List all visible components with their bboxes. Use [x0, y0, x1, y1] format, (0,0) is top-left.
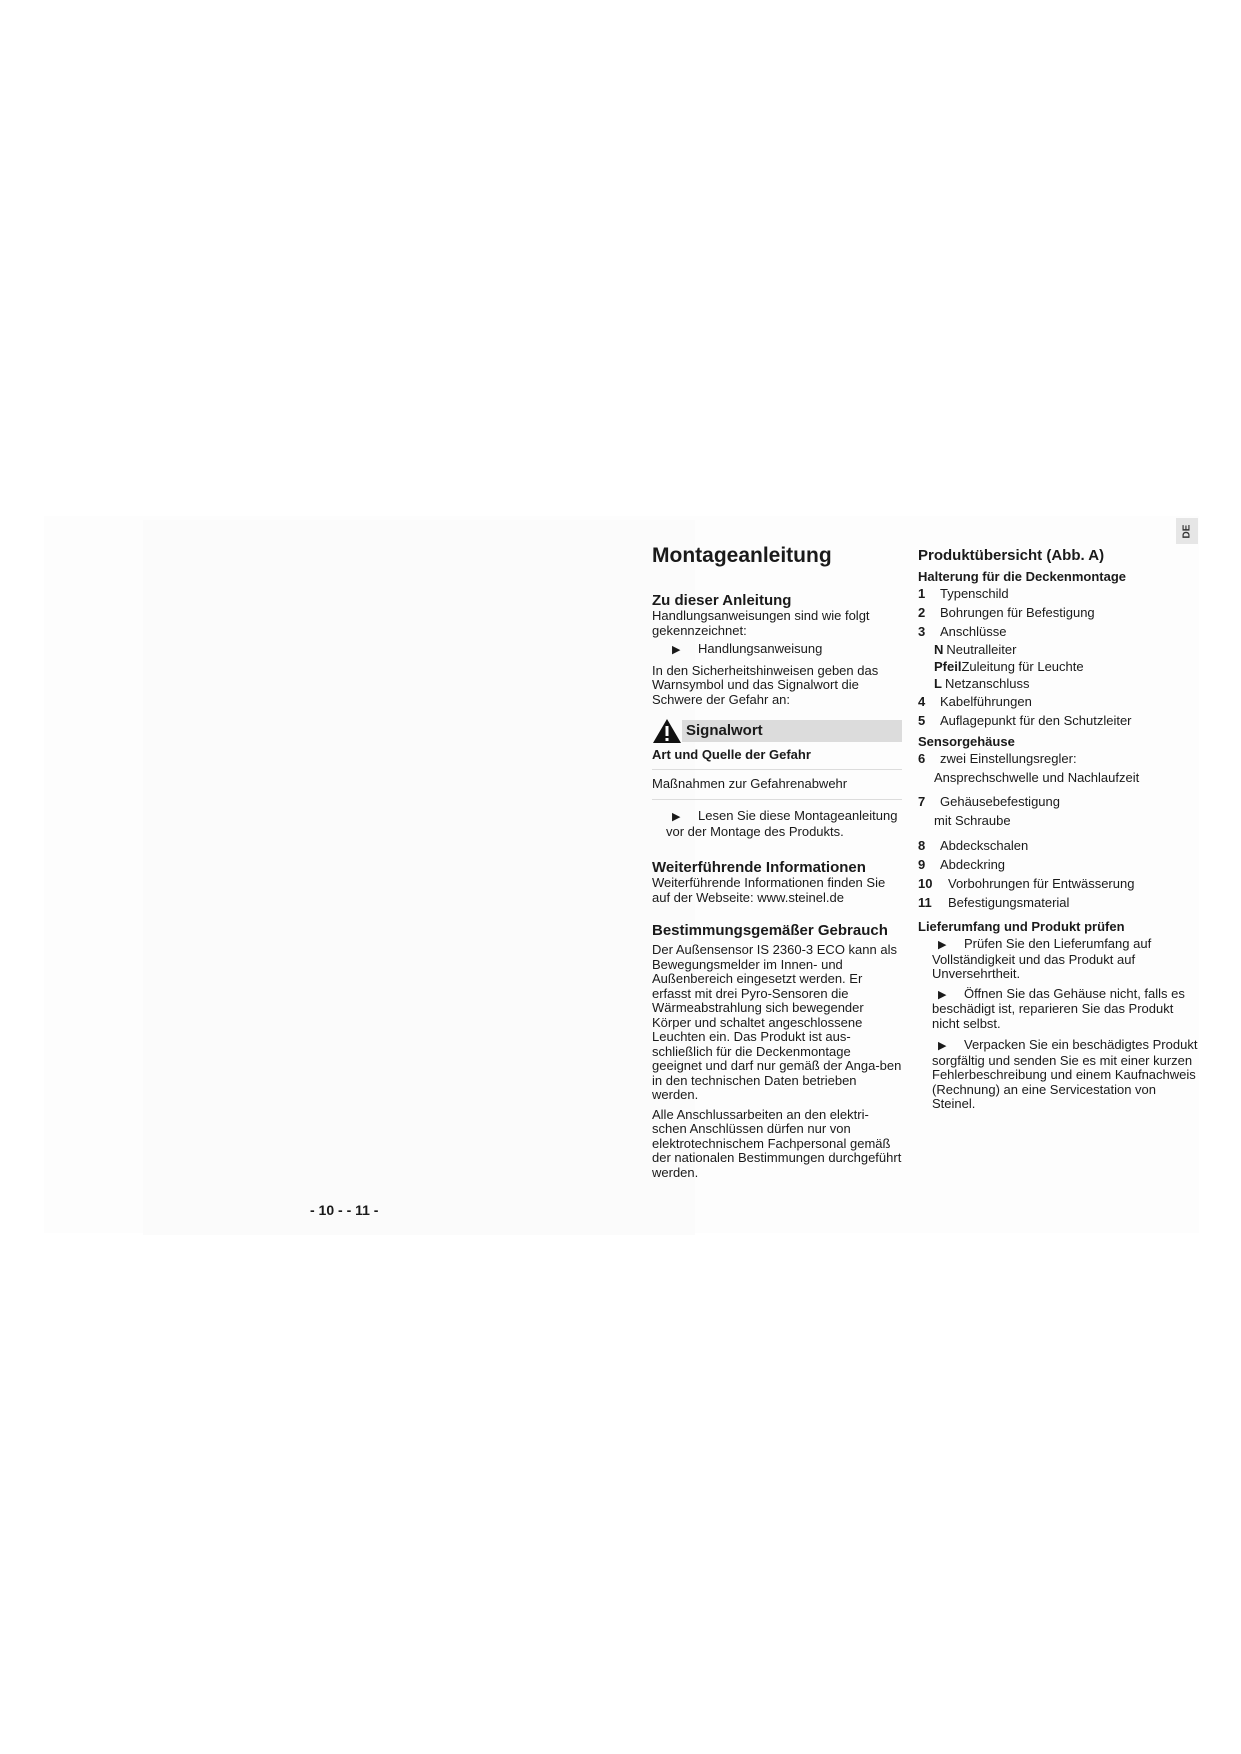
- overview-item-detail: Ansprechschwelle und Nachlaufzeit: [934, 770, 1140, 786]
- connection-item: Pfeil Zuleitung für Leuchte: [934, 659, 1084, 675]
- warning-header: [652, 719, 902, 743]
- arrow-right-icon: ▶: [938, 939, 947, 951]
- connection-item: N Neutralleiter: [934, 642, 1017, 658]
- overview-item: 1 Typenschild: [918, 586, 1009, 602]
- about-text: Handlungsanweisungen sind wie folgt gekennzeichnet:: [652, 608, 870, 638]
- check-step: ▶ Prüfen Sie den Lieferumfang auf Vollständigkeit und das Produkt auf Unversehrtheit.: [932, 936, 1152, 981]
- read-step: [652, 809, 902, 839]
- arrow-right-icon: ▶: [938, 1040, 947, 1052]
- intended-use-heading: Bestimmungsgemäßer Gebrauch: [652, 922, 888, 939]
- about-step-label: Handlungsanweisung: [698, 641, 823, 656]
- overview-heading: Produktübersicht (Abb. A): [918, 547, 1105, 564]
- warning-measures: Maßnahmen zur Gefahrenabwehr: [652, 775, 848, 791]
- warning-triangle-icon: [652, 718, 682, 744]
- more-info-text: Weiterführende Informationen finden Sie auf der Webseite: www.steinel.de: [652, 875, 886, 905]
- column-assembly: [652, 544, 902, 1180]
- connection-item: L Netzanschluss: [934, 676, 1030, 692]
- arrow-right-icon: ▶: [672, 644, 681, 656]
- about-heading: Zu dieser Anleitung: [652, 592, 792, 609]
- overview-item: 9 Abdeckring: [918, 857, 1006, 873]
- overview-item: 7 Gehäusebefestigung: [918, 794, 1060, 810]
- check-step: ▶ Verpacken Sie ein beschädigtes Produkt sorgfältig und senden Sie es mit einer kurzen Fehlerbeschreibung und einem Kaufnachweis (Rechnung) an eine Servicestation von Steinel.: [932, 1037, 1198, 1111]
- safety-text: In den Sicherheitshinweisen geben das Warnsymbol und das Signalwort die Schwere der Gefahr an:: [652, 662, 879, 707]
- column-product-overview: [918, 547, 1198, 1112]
- overview-item: 5 Auflagepunkt für den Schutzleiter: [918, 713, 1132, 729]
- read-step-label: Lesen Sie diese Montageanleitung vor der Montage des Produkts.: [666, 808, 898, 839]
- left-page-blank: [143, 520, 695, 1235]
- holder-heading: Halterung für die Deckenmontage: [918, 569, 1127, 584]
- warning-signal-word: Signalwort: [682, 720, 902, 742]
- overview-item: 3 Anschlüsse: [918, 624, 1007, 640]
- connection-work-text: Alle Anschlussarbeiten an den elektri-schen Anschlüssen dürfen nur von elektrotechnischem Fachpersonal gemäß der nationalen Bestimmungen durchgeführt werden.: [652, 1106, 902, 1180]
- overview-item: 2 Bohrungen für Befestigung: [918, 605, 1095, 621]
- more-info-heading: Weiterführende Informationen: [652, 859, 866, 876]
- language-tab: [1176, 518, 1198, 544]
- overview-item: 4 Kabelführungen: [918, 694, 1032, 710]
- arrow-right-icon: ▶: [672, 811, 681, 823]
- delivery-check-heading: Lieferumfang und Produkt prüfen: [918, 919, 1125, 934]
- overview-item: 10 Vorbohrungen für Entwässerung: [918, 876, 1135, 892]
- divider: [652, 769, 902, 770]
- page-numbers: - 10 - - 11 -: [310, 1202, 379, 1218]
- check-step: ▶ Öffnen Sie das Gehäuse nicht, falls es beschädigt ist, reparieren Sie das Produkt nicht selbst.: [932, 985, 1185, 1031]
- divider: [652, 799, 902, 800]
- overview-item: 6 zwei Einstellungsregler:: [918, 751, 1077, 767]
- overview-item: 11 Befestigungsmaterial: [918, 895, 1070, 911]
- sensor-heading: Sensorgehäuse: [918, 734, 1015, 749]
- language-tab-label: DE: [1181, 524, 1193, 538]
- overview-item-detail: mit Schraube: [934, 813, 1011, 829]
- warning-type: Art und Quelle der Gefahr: [652, 747, 811, 762]
- page-title: Montageanleitung: [652, 544, 832, 567]
- overview-item: 8 Abdeckschalen: [918, 838, 1029, 854]
- about-step: [652, 642, 902, 658]
- arrow-right-icon: ▶: [938, 988, 947, 1001]
- intended-use-text: Der Außensensor IS 2360-3 ECO kann als Bewegungsmelder im Innen- und Außenbereich eingesetzt werden. Er erfasst mit drei Pyro-Sensoren die Wärmeabstrahlung sich bewegender Körper und schaltet angeschlossene Leuchten ein. Das Produkt ist aus-schließlich für die Deckenmontage geeignet und darf nur gemäß der Anga-ben in den technischen Daten betrieben werden.: [652, 942, 902, 1102]
